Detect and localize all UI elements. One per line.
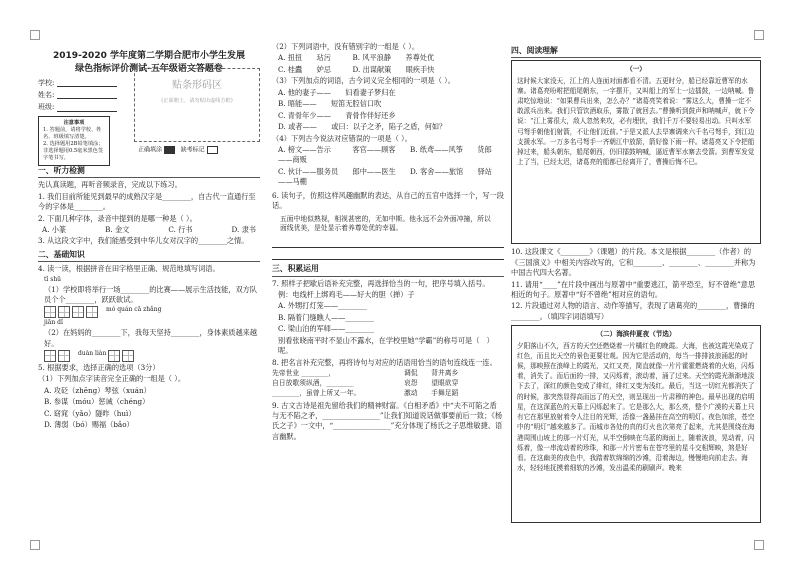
q8-left-3[interactable]: ________，虽曾上所又一年。 [272, 388, 361, 397]
corner-mark-tr [754, 30, 764, 40]
q5-4-options-ab[interactable]: A. 榜文——告示 客官——顾客 B. 纸鸢——风筝 货郎——商贩 [278, 144, 492, 165]
barcode-area: 贴条形码区 (正面朝上，请勿贴出虚线方框) [134, 68, 260, 142]
tianzige-row-2: duàn liàn [38, 350, 260, 362]
q8-left-2[interactable]: 自日放歌须纵酒，________ [272, 378, 354, 387]
answer-line[interactable] [272, 238, 504, 248]
tianzige-cell[interactable] [44, 306, 56, 318]
tianzige-cell[interactable] [58, 306, 70, 318]
class-field[interactable] [57, 104, 117, 112]
tianzige-cell[interactable] [86, 306, 98, 318]
tianzige-row-1: mó quán cā zhǎng [38, 306, 260, 318]
section-reading: 四、阅读理解 [511, 45, 761, 58]
q5-1-option-a[interactable]: A. 攻砭（zhēng）琴弦（xuán） [44, 385, 151, 395]
header-block [38, 78, 260, 162]
q5-1-option-d[interactable]: D. 薄弱（bó）赐福（bǎo） [44, 420, 134, 430]
column-3: 四、阅读理解 （一） 这时候大家没天，江上的人连面对面都看不清。五更时分，船已经靠近曹军的水寨。诸葛亮吩咐把船尾朝东，一字摆开，又叫船上的军士一边擂鼓，一边呐喊。鲁肃吃惊地说：“如果曹兵出来，怎么办？”诸葛亮笑着说：“雾这么大，曹操一定不敢派兵出来。我们只管饮酒取乐，雾散了就回去。”曹操听到鼓声和呐喊声，就下令说：“江上雾很大，敌人忽然来攻，必有埋伏，我们千万不要轻易出动。只叫水军弓弩手朝他们射箭，不让他们近前。”于是又派人去旱寨调来六千名弓弩手，到江边支援水军。一万多名弓弩手一齐朝江中放箭，箭好像下雨一样。诸葛亮又下令把船掉过来，船头朝东，船尾朝西，仍旧擂鼓呐喊，逼近曹军水寨去受箭。到曹军发觉上了当，已经太迟，诸葛亮的船都已经离开了，曹操后悔不已。 10. 这段课文《________》（课题）的片段。本文是根据________（作者）的《三国演义》中相关内容改写的，它和________、________、________并称为中国古代四大名著。 11. 请用“____”在片段中画出与原著中“重要逃江，箭平恐至，好不曾绝”意思相近的句子。原著中“好不曾绝”相对应的语句。 12. 片段通过对人物的语言、动作等描写，表现了诸葛亮的________，曹操的________。（填四字词语填写） （二）海滨仲夏夜（节选） 夕阳落山不久，西方的天空还燃烧着一片橘红色的晚霞。大海，也被这霞光染成了红色，而且比天空的景色更要壮观。因为它是活动的，每当一排排波浪涌起的时候，那映照在浪峰上的霞光，又红又亮，简直就像一片片霍霍燃烧着的火焰，闪烁着，消失了。而后面的一排，又闪烁着，滚动着，涌了过来。天空的霞光渐渐地淡下去了，深红的颜色变成了绯红，绯红又变为浅红。最后，当这一切红光都消失了的时候，那突然显得高而远了的天空，则呈现出一片肃穆的神色。最早出现的启明星，在这深蓝色的天幕上闪烁起来了。它是那么大，那么亮，整个广漠的天幕上只有它在那里放射着令人注目的光辉，活像一盏悬挂在高空的明灯。夜色加浓，苍空中的“明灯”越来越多了。而城市各处的真的灯火也次第亮了起来，尤其是围绕在海港周围山坡上的那一片灯光，从半空倒映在乌蓝的海面上，随着波浪，晃动着，闪烁着，像一串流动着的珍珠，和那一片片密布在苍穹里的星斗交相辉映，煞是好看。在这幽美的夜色中，我踏着软绵绵的沙滩，沿着海边，慢慢地向前走去。海水，轻轻地抚摸着细软的沙滩，发出温柔的刷刷声。晚来 [511, 42, 761, 542]
name-field[interactable] [57, 91, 117, 99]
tianzige-cell[interactable] [58, 350, 70, 362]
q5-2-options-cd[interactable]: C. 桂蠹 妒忌 D. 出谋献策 眼疾手快 [278, 64, 435, 74]
tianzige-cell[interactable] [72, 306, 84, 318]
passage-1: （一） 这时候大家没天，江上的人连面对面都看不清。五更时分，船已经靠近曹军的水寨。诸葛亮吩咐把船尾朝东，一字摆开，又叫船上的军士一边擂鼓，一边呐喊。鲁肃吃惊地说：“如果曹兵出来，怎么办？”诸葛亮笑着说：“雾这么大，曹操一定不敢派兵出来。我们只管饮酒取乐，雾散了就回去。”曹操听到鼓声和呐喊声，就下令说：“江上雾很大，敌人忽然来攻，必有埋伏，我们千万不要轻易出动。只叫水军弓弩手朝他们射箭，不让他们近前。”于是又派人去旱寨调来六千名弓弩手，到江边支援水军。一万多名弓弩手一齐朝江中放箭，箭好像下雨一样。诸葛亮又下令把船掉过来，船头朝东，船尾朝西，仍旧擂鼓呐喊，逼近曹军水寨去受箭。到曹军发觉上了当，已经太迟，诸葛亮的船都已经离开了，曹操后悔不已。 [511, 60, 761, 244]
fill-status-row: 正确填涂 缺考标记 [138, 146, 218, 155]
tianzige-cell[interactable] [122, 350, 134, 362]
q5-1-option-b[interactable]: B. 参谋（móu）惩诫（chéng） [44, 397, 150, 407]
q8-left-1[interactable]: 先帝世业 ________， [272, 369, 336, 378]
q2-options: A. 小篆 B. 金文 C. 行书 D. 隶书 [42, 225, 256, 235]
q5-3-option-b[interactable]: B. 晤能—— 短笛无腔信口吹 [278, 99, 382, 109]
tianzige-cell[interactable] [108, 350, 120, 362]
section-basic: 二、基础知识 [38, 249, 260, 262]
q7-item-a[interactable]: A. 外甥打灯笼——________ [278, 301, 367, 311]
section-listening: 一、听力检测 [38, 165, 260, 178]
column-1: 2019-2020 学年度第二学期合肥市小学生发展 绿色指标评价测试-五年级语文答题卷 学校: 姓名: 班级: 注意事项 1. 答题前，请将学校、姓名、班级填写清楚。 2. 选择题用2B铅笔填涂；非选择题用0.5毫米黑色签字笔书写。 贴条形码区 (正面朝上，请勿贴出虚线方框) 正确填涂 缺考标记 一、听力检测 先认真读题，再听音频录音，完成以下练习。 1. 我们目前所能见到最早的成熟汉字是________，自古代一直通行至今的字体是________。 2. 下面几种字体，录音中提到的是哪一种是（ ）。 A. 小篆 B. 金文 C. 行书 D. 隶书 3. 从这段文字中，我们能感受到中华儿女对汉字的________之情。 二、基础知识 4. 读一读，根据拼音在田字格里正确、规范地填写词语。 tǐ shū （1）学校即将举行一场________的比赛——展示生活技能，双方队员个个________，跃跃欲试。 mó quán cā zhǎng jiān dǐ （2）在妈妈的________下，我每天坚持________，身体素质越来越好。 duàn liàn 5. 根据要求，选择正确的选项（3分） （1）下列加点字读音完全正确的一组是（ ）。 A. 攻砭（zhēng）琴弦（xuán） B. 参谋（móu）惩诫（chéng） C. 窈窕（yǎo）隧昨（huì） D. 薄弱（bó）赐福（bǎo） [38, 42, 260, 542]
q5-3-option-a[interactable]: A. 他的妻子—— 妇看妻子梦归在 [278, 87, 396, 97]
school-row: 学校: [38, 78, 260, 88]
q5-4-options-cd[interactable]: C. 伙计——服务员 郎中——医生 D. 客舍——旅馆 驿站——马棚 [278, 166, 492, 187]
section-accumulation: 三、积累运用 [272, 263, 504, 276]
q5-1-option-c[interactable]: C. 窈窕（yǎo）隧昨（huì） [44, 408, 136, 418]
q5-3-option-d[interactable]: D. 或者—— 或曰：以子之矛，陷子之盾，何如？ [278, 122, 447, 132]
school-field[interactable] [57, 79, 117, 87]
q8-matching: 先帝世业 ________， 自日放歌须纵酒，________ ________，虽曾上所又一年。 调侃 背井离乡 哀怨 望眼欲穿 激动 手舞足蹈 [272, 369, 459, 397]
corner-mark-tl [30, 30, 40, 40]
notice-box: 注意事项 1. 答题前，请将学校、姓名、班级填写清楚。 2. 选择题用2B铅笔填涂；非选择题用0.5毫米黑色签字笔书写。 [38, 116, 110, 166]
page-title: 2019-2020 学年度第二学期合肥市小学生发展 绿色指标评价测试-五年级语文答题卷 [53, 51, 245, 74]
q7-item-c[interactable]: C. 梁山泊的军师——________ [278, 324, 375, 334]
name-row: 姓名: [38, 90, 260, 100]
class-row: 班级: [38, 102, 260, 112]
absent-mark-box[interactable] [207, 146, 218, 154]
q7-item-b[interactable]: B. 隔着门缝瞧人——________ [278, 312, 375, 322]
correct-fill-sample [164, 146, 175, 154]
column-2: （2）下列词语中，没有错别字的一组是（ ）。 A. 扭扭 玷污 B. 风平浪静 养尊处优 C. 桂蠹 妒忌 D. 出谋献策 眼疾手快 （3）下列加点的词语，古今词义完全相同的一项是（ ）。 A. 他的妻子—— 妇看妻子梦归在 B. 晤能—— 短笛无腔信口吹 C. 青骨年少—— 青骨作伴好还乡 D. 或者—— 或曰：以子之矛，陷子之盾，何如？ （4）下列古今说法对应错误的一项是（ ）。 A. 榜文——告示 客官——顾客 B. 纸鸢——风筝 货郎——商贩 C. 伙计——服务员 郎中——医生 D. 客舍——旅馆 驿站——马棚 6. 读句子，仿照这样风趣幽默的表达，从自己的五官中选择一个，写一段话。 五面中地似熟视，相视甚密的，无如中斯。他永远不会外面冲撞，所以面线优美，是处显示着养尊处优的幸福。 三、积累运用 7. 照样子把歇后语补充完整，再选择恰当的一句，把序号填入括号。 例：电线杆上绑鸡毛——好大的胆（掸）子 A. 外甥打灯笼——________ B. 隔着门缝瞧人——________ C. 梁山泊的军师——________ 别看张晓南平时不显山不露水，在学校里她“学霸”的称号可是（ ）呢。 8. 把名言补充完整，再将诗句与对应的话语用恰当的语句连线连一连。 先帝世业 ________， 自日放歌须纵酒，________ ________，虽曾上所又一年。 调侃 背井离乡 哀怨 望眼欲穿 激动 手舞足蹈 9. 古文古诗是祖先留给我们的精神财富。《白相矛盾》中“夫不可陷之盾与无不陷之矛，________________”让我们知道说话做事要前后一致；《杨氏之子》一文中，“________________”充分体现了杨氏之子思维敏捷、语言幽默。 [272, 42, 504, 441]
passage-2: （二）海滨仲夏夜（节选） 夕阳落山不久，西方的天空还燃烧着一片橘红色的晚霞。大海，也被这霞光染成了红色，而且比天空的景色更要壮观。因为它是活动的，每当一排排波浪涌起的时候，那映照在浪峰上的霞光，又红又亮，简直就像一片片霍霍燃烧着的火焰，闪烁着，消失了。而后面的一排，又闪烁着，滚动着，涌了过来。天空的霞光渐渐地淡下去了，深红的颜色变成了绯红，绯红又变为浅红。最后，当这一切红光都消失了的时候，那突然显得高而远了的天空，则呈现出一片肃穆的神色。最早出现的启明星，在这深蓝色的天幕上闪烁起来了。它是那么大，那么亮，整个广漠的天幕上只有它在那里放射着令人注目的光辉，活像一盏悬挂在高空的明灯。夜色加浓，苍空中的“明灯”越来越多了。而城市各处的真的灯火也次第亮了起来，尤其是围绕在海港周围山坡上的那一片灯光，从半空倒映在乌蓝的海面上，随着波浪，晃动着，闪烁着，像一串流动着的珍珠，和那一片片密布在苍穹里的星斗交相辉映，煞是好看。在这幽美的夜色中，我踏着软绵绵的沙滩，沿着海边，慢慢地向前走去。海水，轻轻地抚摸着细软的沙滩，发出温柔的刷刷声。晚来 [511, 325, 761, 523]
q5-3-option-c[interactable]: C. 青骨年少—— 青骨作伴好还乡 [278, 110, 396, 120]
tianzige-cell[interactable] [44, 350, 56, 362]
q5-2-options-ab[interactable]: A. 扭扭 玷污 B. 风平浪静 养尊处优 [278, 53, 435, 63]
answer-line[interactable] [272, 250, 504, 260]
